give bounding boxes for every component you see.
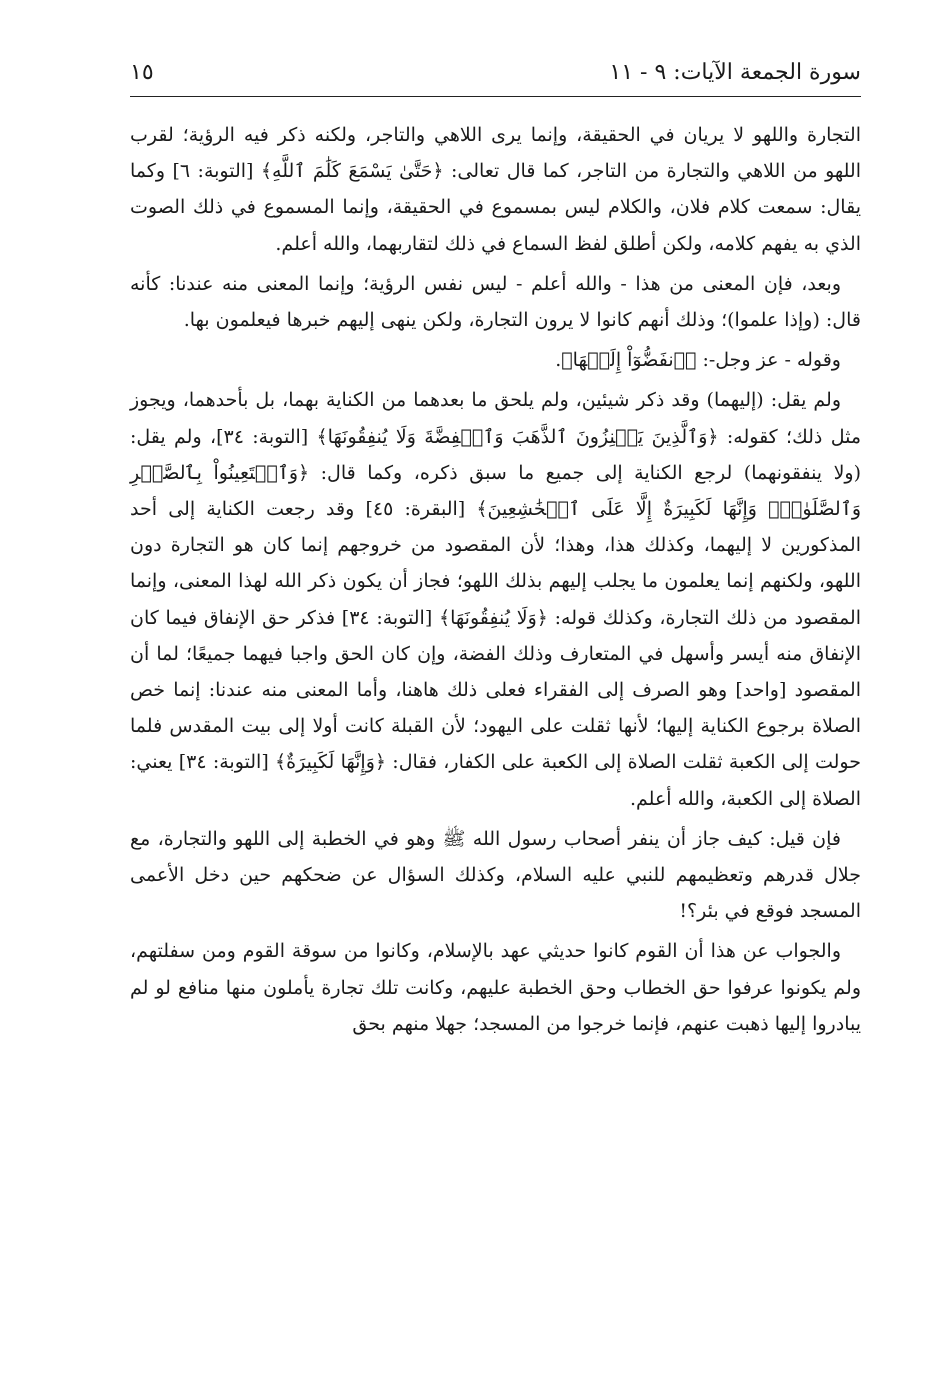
paragraph-3: وقوله - عز وجل-: ﴿ٱنفَضُّوٓاْ إِلَيۡهَا﴾.	[555, 349, 841, 372]
paragraph-4: ولم يقل: (إليهما) وقد ذكر شيئين، ولم يلحق ما بعدهما من الكناية بهما، بل بأحدهما، ويجوز مثل ذلك؛ كقوله: ﴿وَٱلَّذِينَ يَكۡنِزُونَ ٱلذَّهَبَ وَٱلۡفِضَّةَ وَلَا يُنفِقُونَهَا﴾ [التوبة: ٣٤]، ولم يقل: (ولا ينفقونهما) لرجع الكناية إلى جميع ما سبق ذكره، وكما قال: ﴿وَٱسۡتَعِينُواْ بِٱلصَّبۡرِ وَٱلصَّلَوٰةِۚ وَإِنَّهَا لَكَبِيرَةٌ إِلَّا عَلَى ٱلۡخَٰشِعِينَ﴾ [البقرة: ٤٥] وقد رجعت الكناية إلى أحد المذكورين لا إليهما، وكذلك هذا، وهذا؛ لأن المقصود من خروجهم إنما كان هو التجارة دون اللهو، ولكنهم إنما يعلمون ما يجلب إليهم بذلك اللهو؛ فجاز أن يكون ذكر الله لهذا المعنى، وإنما المقصود من ذلك التجارة، وكذلك قوله: ﴿وَلَا يُنفِقُونَهَا﴾ [التوبة: ٣٤] فذكر حق الإنفاق فيما كان الإنفاق منه أيسر وأسهل في المتعارف وذلك الفضة، وإن كان الحق واجبا فيهما جميعًا؛ لما أن المقصود [واحد] وهو الصرف إلى الفقراء فعلى ذلك هاهنا، وأما المعنى منه عندنا: إنما خص الصلاة برجوع الكناية إليها؛ لأنها ثقلت على اليهود؛ لأن القبلة كانت أولا إلى بيت المقدس فلما حولت إلى الكعبة ثقلت الصلاة إلى الكعبة على الكفار، فقال: ﴿وَإِنَّهَا لَكَبِيرَةٌ﴾ [التوبة: ٣٤] يعني: الصلاة إلى الكعبة، والله أعلم.	[130, 389, 862, 810]
page-number: ١٥	[130, 60, 154, 85]
running-header	[130, 58, 861, 94]
paragraph-2: وبعد، فإن المعنى من هذا - والله أعلم - ليس نفس الرؤية؛ وإنما المعنى منه عندنا: كأنه قال: (وإذا علموا)؛ وذلك أنهم كانوا لا يرون التجارة، ولكن ينهى إليهم خبرها فيعلمون بها.	[130, 272, 861, 332]
paragraph-5: فإن قيل: كيف جاز أن ينفر أصحاب رسول الله ﷺ وهو في الخطبة إلى اللهو والتجارة، مع جلال قدرهم وتعظيمهم للنبي عليه السلام، وكذلك السؤال عن ضحكهم حين دخل الأعمى المسجد فوقع في بئر؟!	[130, 827, 861, 923]
main-text	[130, 117, 861, 1046]
paragraph-1: التجارة واللهو لا يريان في الحقيقة، وإنما يرى اللاهي والتاجر، ولكنه ذكر فيه الرؤية؛ لقرب اللهو من اللاهي والتجارة من التاجر، كما قال تعالى: ﴿حَتَّىٰ يَسْمَعَ كَلَٰمَ ٱللَّهِ﴾ [التوبة: ٦] وكما يقال: سمعت كلام فلان، والكلام ليس بمسموع في الحقيقة، وإنما المسموع في ذلك الصوت الذي به يفهم كلامه، ولكن أطلق لفظ السماع في ذلك لتقاربهما، والله أعلم.	[130, 124, 862, 255]
header-rule	[130, 96, 861, 97]
surah-header-title: سورة الجمعة الآيات: ٩ - ١١	[609, 60, 861, 85]
paragraph-6: والجواب عن هذا أن القوم كانوا حديثي عهد بالإسلام، وكانوا من سوقة القوم ومن سفلتهم، ولم يكونوا عرفوا حق الخطاب وحق الخطبة عليهم، وكانت تلك تجارة يأملون منها منافع لو لم يبادروا إليها ذهبت عنهم، فإنما خرجوا من المسجد؛ جهلا منهم بحق	[130, 940, 861, 1035]
